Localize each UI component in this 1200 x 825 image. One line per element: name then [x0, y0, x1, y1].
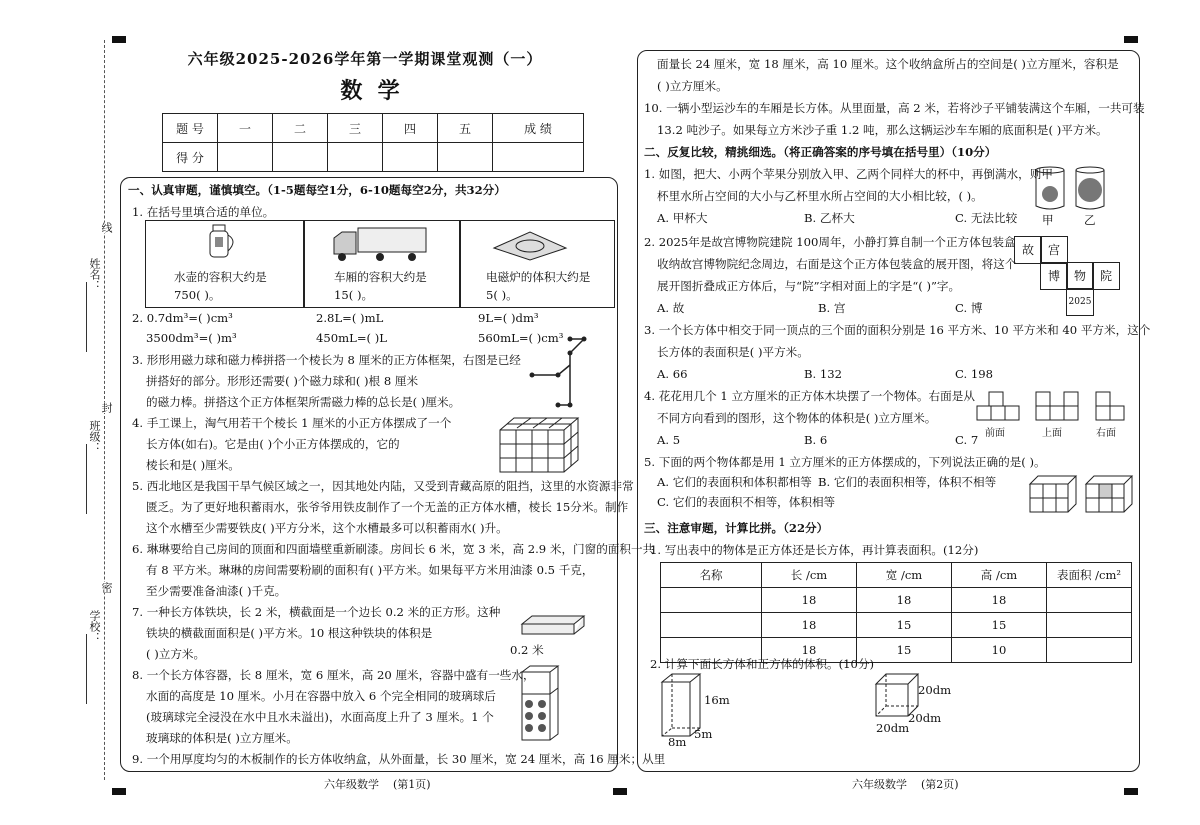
- table-header: 名称: [661, 563, 762, 588]
- container-with-balls-figure: [520, 664, 560, 742]
- q1-cooker-answer[interactable]: 5( )。: [486, 288, 518, 302]
- q1-truck-answer[interactable]: 15( )。: [334, 288, 374, 302]
- section2-heading: 二、反复比较，精挑细选。（将正确答案的序号填在括号里）（10分）: [644, 145, 997, 159]
- table-cell: 18: [857, 588, 952, 613]
- table-cell: 15: [857, 638, 952, 663]
- q3-line1: 3. 形形用磁力球和磁力棒拼搭一个棱长为 8 厘米的正方体框架，右图是已经: [132, 353, 521, 367]
- table-row: [661, 588, 1132, 613]
- s2q4-line2[interactable]: 不同方向看到的图形，这个物体的体积是( )立方厘米。: [657, 411, 937, 425]
- s2q5-opt-c[interactable]: C. 它们的表面积不相等，体积相等: [657, 495, 836, 509]
- net-face-bo: 博: [1040, 262, 1068, 290]
- table-header: 宽 /cm: [857, 563, 952, 588]
- q7-line1: 7. 一种长方体铁块，长 2 米，横截面是一个边长 0.2 米的正方形。这种: [132, 605, 501, 619]
- s2q1-opt-b[interactable]: B. 乙杯大: [804, 211, 855, 225]
- area-answer-cell[interactable]: [1047, 613, 1132, 638]
- score-input[interactable]: [218, 143, 273, 172]
- table-cell: 18: [762, 613, 857, 638]
- table-header: 表面积 /cm²: [1047, 563, 1132, 588]
- table-header: 高 /cm: [952, 563, 1047, 588]
- cube-width-label: 20dm: [908, 711, 942, 725]
- q5-line1: 5. 西北地区是我国干旱气候区域之一，因其地处内陆，又受到青藏高原的阻挡，这里的水资源非常: [132, 479, 634, 493]
- s2q1-opt-c[interactable]: C. 无法比较: [955, 211, 1018, 225]
- s3q2-text: 2. 计算下面长方体和正方体的体积。(10分): [650, 657, 875, 671]
- q8-line4[interactable]: 玻璃球的体积是( )立方厘米。: [146, 731, 298, 745]
- page1-footer: 六年级数学 (第1页): [324, 778, 431, 791]
- registration-mark: [1124, 788, 1138, 795]
- q10-line1: 10. 一辆小型运沙车的车厢是长方体。从里面量，高 2 米，若将沙子平铺装满这个车厢，一共可装: [644, 101, 1145, 115]
- q3-line3[interactable]: 的磁力棒。拼搭这个正方体框架所需磁力棒的总长是( )厘米。: [146, 395, 461, 409]
- q4-line3[interactable]: 棱长和是( )厘米。: [146, 458, 240, 472]
- cube-frame-figure: [528, 335, 588, 415]
- solid-b-figure: [1084, 474, 1134, 514]
- score-input[interactable]: [438, 143, 493, 172]
- q6-line3[interactable]: 至少需要准备油漆( )千克。: [146, 584, 287, 598]
- score-cell: 五: [438, 114, 493, 143]
- q8-line1: 8. 一个长方体容器，长 8 厘米，宽 6 厘米，高 20 厘米，容器中盛有一些水，: [132, 668, 535, 682]
- registration-mark: [1124, 36, 1138, 43]
- q8-line2: 水面的高度是 10 厘米。小月在容器中放入 6 个完全相同的玻璃球后: [146, 689, 496, 703]
- table-cell: 18: [762, 588, 857, 613]
- score-cell: 四: [383, 114, 438, 143]
- q1-text: 1. 在括号里填合适的单位。: [132, 205, 275, 219]
- s2q1-line2[interactable]: 杯里水所占空间的大小与乙杯里水所占空间的大小相比较，( )。: [657, 189, 983, 203]
- q7-line2[interactable]: 铁块的横截面面积是( )平方米。10 根这种铁块的体积是: [146, 626, 433, 640]
- s2q5-opt-a[interactable]: A. 它们的表面积和体积都相等: [657, 475, 812, 489]
- class-field[interactable]: [86, 444, 87, 514]
- s2q2-line3[interactable]: 展开图折叠成正方体后，与“院”字相对面上的字是“( )”字。: [657, 279, 961, 293]
- cube-length-label: 20dm: [876, 721, 910, 735]
- table-cell: 15: [857, 613, 952, 638]
- exam-title: 六年级2025-2026学年第一学期课堂观测（一）: [187, 50, 543, 68]
- s2q2-opt-c[interactable]: C. 博: [955, 301, 983, 315]
- induction-cooker-icon: [490, 228, 570, 262]
- top-view-figure: [1034, 390, 1080, 426]
- table-header: 长 /cm: [762, 563, 857, 588]
- q5-line2: 匮乏。为了更好地积蓄雨水，张爷爷用铁皮制作了一个无盖的正方体水槽，棱长 15分米。制作: [146, 500, 629, 514]
- s2q4-opt-a[interactable]: A. 5: [657, 433, 681, 447]
- table-cell: 18: [762, 638, 857, 663]
- s2q4-opt-b[interactable]: B. 6: [804, 433, 828, 447]
- q6-line1: 6. 琳琳要给自己房间的顶面和四面墙壁重新刷漆。房间长 6 米，宽 3 米，高 2.9 米，门窗的面积一共: [132, 542, 655, 556]
- truck-icon: [330, 224, 430, 266]
- q6-line2[interactable]: 有 8 平方米。琳琳的房间需要粉刷的面积有( )平方米。如果每平方米用油漆 0.5 千克，: [146, 563, 594, 577]
- q9-cont-line1[interactable]: 面量长 24 厘米，宽 18 厘米，高 10 厘米。这个收纳盒所占的空间是( )立方厘米，容积是: [657, 57, 1119, 71]
- registration-mark: [112, 36, 126, 43]
- mi-label: 密: [100, 582, 113, 593]
- s2q5-line1[interactable]: 5. 下面的两个物体都是用 1 立方厘米的正方体摆成的，下列说法正确的是( )。: [644, 455, 1046, 469]
- table-row: [661, 613, 1132, 638]
- score-input[interactable]: [273, 143, 328, 172]
- s2q2-opt-b[interactable]: B. 宫: [818, 301, 846, 315]
- q2-d[interactable]: 3500dm³=( )m³: [146, 331, 237, 345]
- table-cell: 18: [952, 588, 1047, 613]
- table-cell: 10: [952, 638, 1047, 663]
- score-input[interactable]: [493, 143, 584, 172]
- q9-cont-line2[interactable]: ( )立方厘米。: [657, 79, 728, 93]
- score-cell: 成 绩: [493, 114, 584, 143]
- score-input[interactable]: [383, 143, 438, 172]
- s2q3-line2[interactable]: 长方体的表面积是( )平方米。: [657, 345, 809, 359]
- small-cubes-cuboid-figure: [498, 416, 580, 474]
- q4-line1: 4. 手工课上，淘气用若干个棱长 1 厘米的小正方体摆成了一个: [132, 416, 452, 430]
- cuboid-length-label: 8m: [668, 735, 687, 749]
- q2-a[interactable]: 2. 0.7dm³=( )cm³: [132, 311, 233, 325]
- front-view-figure: [975, 390, 1021, 426]
- score-table: [162, 113, 584, 172]
- q2-e[interactable]: 450mL=( )L: [316, 331, 387, 345]
- registration-mark: [112, 788, 126, 795]
- net-face-yuan: 院: [1092, 262, 1120, 290]
- q4-line2[interactable]: 长方体(如右)。它是由( )个小正方体摆成的，它的: [146, 437, 400, 451]
- s2q2-line2: 收纳故宫博物院纪念周边，右面是这个正方体包装盒的展开图，将这个: [657, 257, 1017, 271]
- score-input[interactable]: [328, 143, 383, 172]
- name-answer-cell[interactable]: [661, 613, 762, 638]
- registration-mark: [613, 788, 627, 795]
- net-face-gong: 宫: [1040, 236, 1068, 264]
- net-face-2025: 2025: [1066, 288, 1094, 316]
- table-cell: 15: [952, 613, 1047, 638]
- section3-heading: 三、注意审题，计算比拼。（22分）: [644, 521, 829, 535]
- net-face-gu: 故: [1014, 236, 1042, 264]
- q10-line2[interactable]: 13.2 吨沙子。如果每立方米沙子重 1.2 吨，那么这辆运沙车车厢的底面积是( )平方米。: [657, 123, 1108, 137]
- name-field[interactable]: [86, 282, 87, 352]
- solid-a-figure: [1028, 474, 1078, 514]
- subject-title: 数 学: [340, 78, 400, 104]
- area-answer-cell[interactable]: [1047, 588, 1132, 613]
- net-face-wu: 物: [1066, 262, 1094, 290]
- area-answer-cell[interactable]: [1047, 638, 1132, 663]
- score-cell: 三: [328, 114, 383, 143]
- q1-kettle-answer[interactable]: 750( )。: [174, 288, 221, 302]
- s3q1-text: 1. 写出表中的物体是正方体还是长方体，再计算表面积。(12分): [650, 543, 979, 557]
- s2q4-line1: 4. 花花用几个 1 立方厘米的正方体木块摆了一个物体。右面是从: [644, 389, 975, 403]
- q2-f[interactable]: 560mL=( )cm³: [478, 331, 564, 345]
- cuboid-height-label: 16m: [704, 693, 730, 707]
- surface-area-table: [660, 562, 1132, 663]
- iron-bar-label: 0.2 米: [510, 643, 544, 657]
- page2-footer: 六年级数学 (第2页): [852, 778, 959, 791]
- cube-height-label: 20dm: [918, 683, 952, 697]
- xian-label: 线: [100, 222, 113, 233]
- s2q1-line1: 1. 如图，把大、小两个苹果分别放入甲、乙两个同样大的杯中，再倒满水，则甲: [644, 167, 1053, 181]
- cup-yi-label: 乙: [1084, 213, 1096, 227]
- cuboid-width-label: 5m: [694, 727, 713, 741]
- q3-line2[interactable]: 拼搭好的部分。形形还需要( )个磁力球和( )根 8 厘米: [146, 374, 419, 388]
- school-field[interactable]: [86, 634, 87, 704]
- view-top-label: 上面: [1042, 428, 1062, 439]
- s2q3-opt-b[interactable]: B. 132: [804, 367, 843, 381]
- class-label: 班级：: [88, 420, 101, 453]
- view-front-label: 前面: [985, 428, 1005, 439]
- score-cell: 题 号: [163, 114, 218, 143]
- q8-line3: (玻璃球完全浸没在水中且水未溢出)，水面高度上升了 3 厘米。1 个: [146, 710, 494, 724]
- s2q2-opt-a[interactable]: A. 故: [657, 301, 685, 315]
- score-cell: 得 分: [163, 143, 218, 172]
- q2-c[interactable]: 9L=( )dm³: [478, 311, 539, 325]
- name-answer-cell[interactable]: [661, 588, 762, 613]
- q1-cooker-text: 电磁炉的体积大约是: [486, 270, 591, 284]
- feng-label: 封: [100, 402, 113, 413]
- q1-kettle-text: 水壶的容积大约是: [174, 270, 267, 284]
- s2q2-line1: 2. 2025年是故宫博物院建院 100周年，小静打算自制一个正方体包装盒: [644, 235, 1016, 249]
- score-cell: 二: [273, 114, 328, 143]
- s2q3-opt-a[interactable]: A. 66: [657, 367, 688, 381]
- view-right-label: 右面: [1096, 428, 1116, 439]
- section1-heading: 一、认真审题，谨慎填空。（1-5题每空1分，6-10题每空2分，共32分）: [128, 183, 506, 197]
- s2q1-opt-a[interactable]: A. 甲杯大: [657, 211, 708, 225]
- s2q4-opt-c[interactable]: C. 7: [955, 433, 979, 447]
- iron-bar-figure: [520, 612, 586, 642]
- q7-line3[interactable]: ( )立方米。: [146, 647, 206, 661]
- two-cups-figure: [1032, 166, 1132, 214]
- name-label: 姓名：: [88, 258, 101, 291]
- kettle-icon: [200, 223, 240, 265]
- s2q3-opt-c[interactable]: C. 198: [955, 367, 993, 381]
- s2q5-opt-b[interactable]: B. 它们的表面积相等，体积不相等: [818, 475, 997, 489]
- q1-truck-text: 车厢的容积大约是: [334, 270, 427, 284]
- s2q3-line1: 3. 一个长方体中相交于同一顶点的三个面的面积分别是 16 平方米、10 平方米和 40 平方米，这个: [644, 323, 1151, 337]
- q2-b[interactable]: 2.8L=( )mL: [316, 311, 384, 325]
- school-label: 学校：: [88, 610, 101, 643]
- q9-line1: 9. 一个用厚度均匀的木板制作的长方体收纳盒，从外面量，长 30 厘米，宽 24 厘米，高 16 厘米；从里: [132, 752, 666, 766]
- right-view-figure: [1094, 390, 1128, 426]
- q5-line3[interactable]: 这个水槽至少需要铁皮( )平方分米，这个水槽最多可以积蓄雨水( )升。: [146, 521, 508, 535]
- score-cell: 一: [218, 114, 273, 143]
- cup-jia-label: 甲: [1042, 213, 1054, 227]
